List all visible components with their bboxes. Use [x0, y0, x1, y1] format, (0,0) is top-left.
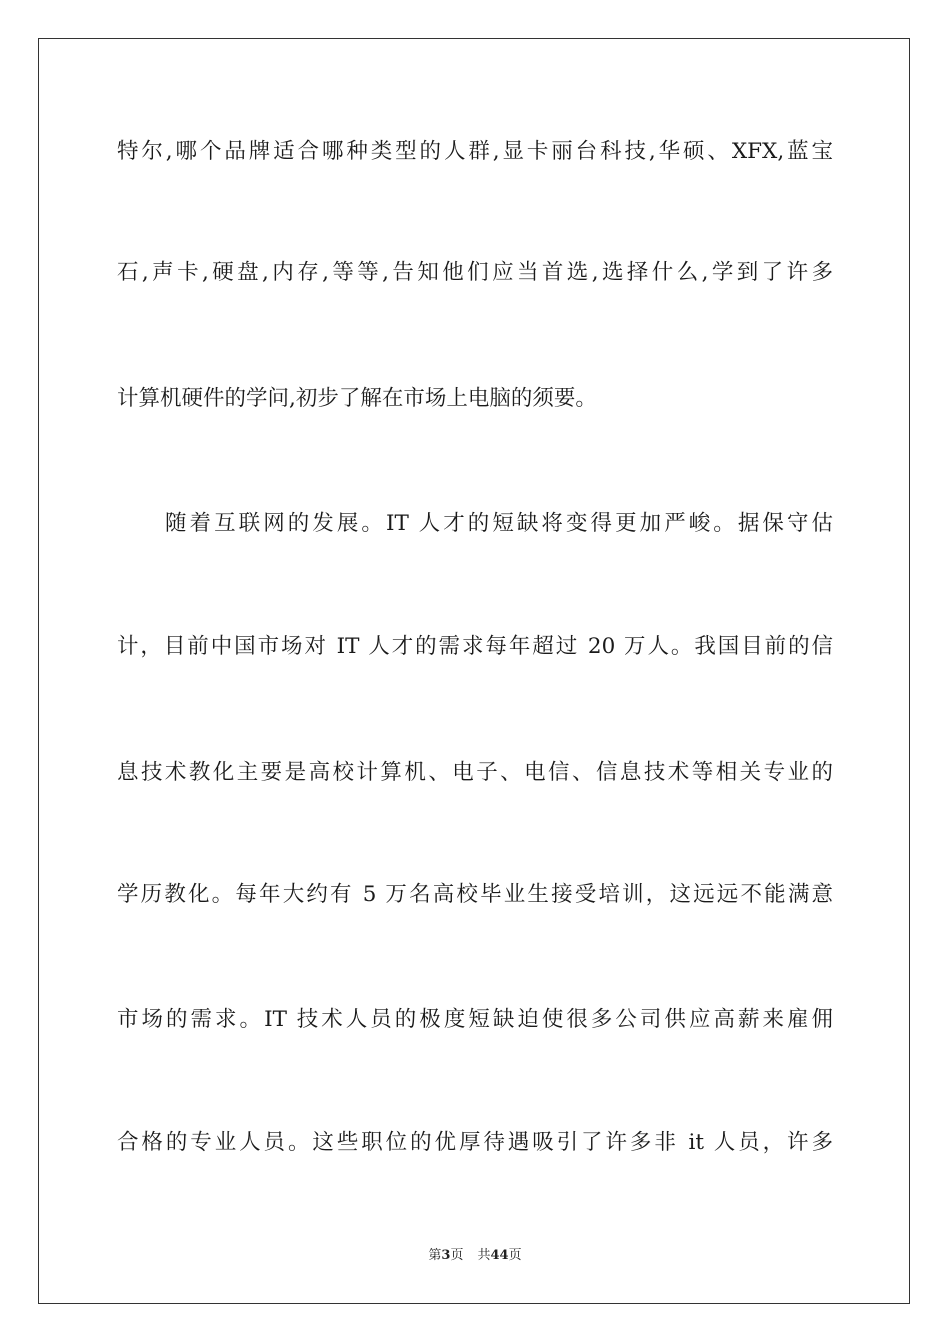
text-line-3: 计算机硬件的学问,初步了解在市场上电脑的须要。	[117, 386, 597, 411]
page-number: 3	[441, 1248, 451, 1263]
page-border	[38, 38, 910, 1304]
text-line-1: 特尔,哪个品牌适合哪种类型的人群,显卡丽台科技,华硕、XFX,蓝宝	[117, 139, 833, 164]
text-line-4: 随着互联网的发展。IT 人才的短缺将变得更加严峻。据保守估	[165, 511, 833, 536]
text-line-5: 计，目前中国市场对 IT 人才的需求每年超过 20 万人。我国目前的信	[117, 634, 833, 659]
text-line-7: 学历教化。每年大约有 5 万名高校毕业生接受培训，这远远不能满意	[117, 882, 833, 907]
page-footer	[0, 1247, 950, 1265]
total-suffix: 页	[508, 1248, 522, 1263]
text-line-9: 合格的专业人员。这些职位的优厚待遇吸引了许多非 it 人员，许多	[117, 1130, 833, 1155]
text-line-8: 市场的需求。IT 技术人员的极度短缺迫使很多公司供应高薪来雇佣	[117, 1007, 833, 1032]
page-suffix: 页	[450, 1248, 464, 1263]
text-line-2: 石,声卡,硬盘,内存,等等,告知他们应当首选,选择什么,学到了许多	[117, 260, 833, 285]
text-line-6: 息技术教化主要是高校计算机、电子、电信、信息技术等相关专业的	[117, 760, 833, 785]
page-prefix: 第	[428, 1248, 442, 1263]
total-pages: 44	[490, 1248, 509, 1263]
total-prefix: 共	[477, 1248, 491, 1263]
